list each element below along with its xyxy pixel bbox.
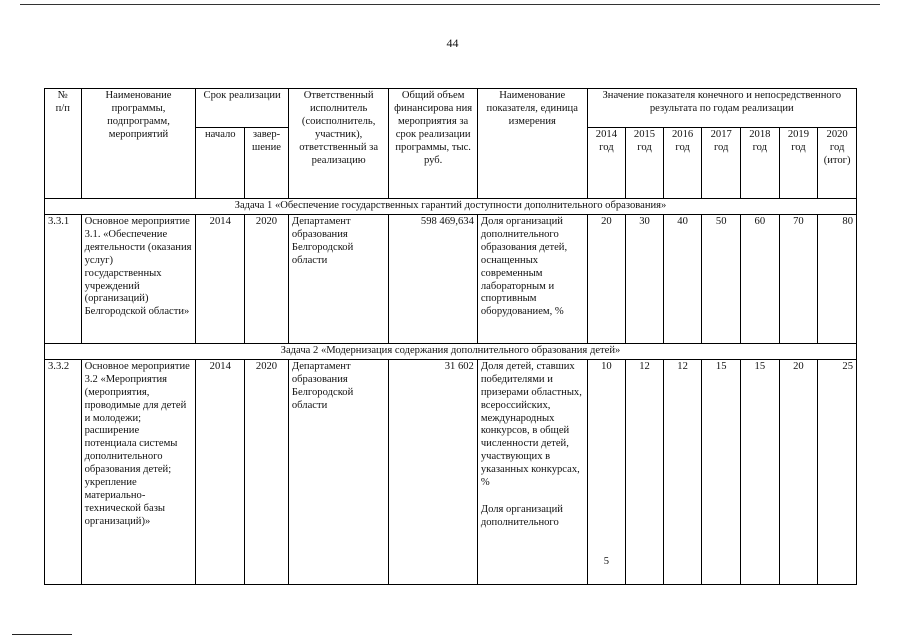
row-2-responsible: Департамент образования Белгородской области [288,359,389,584]
row-1-value-2015: 30 [626,214,664,343]
header-year-2020: 2020 год (итог) [818,128,857,199]
header-name: Наименование программы, подпрограмм, мероприятий [81,89,196,199]
row-1-financing: 598 469,634 [389,214,477,343]
row-2-value-2016: 12 [663,359,702,584]
task-1-title: Задача 1 «Обеспечение государственных гарантий доступности дополнительного образования» [45,199,857,215]
row-2-value-2014: 10 [601,360,612,372]
header-num: № п/п [45,89,82,199]
row-2-value-2019: 20 [779,359,818,584]
row-1-indicator: Доля организаций дополнительного образования детей, оснащенных современным лабораторным и спортивным оборудованием, % [477,214,587,343]
header-year-2018: 2018 год [741,128,780,199]
row-2-start: 2014 [196,359,245,584]
row-1-start: 2014 [196,214,245,343]
header-end: завер-шение [245,128,289,199]
row-2-end: 2020 [245,359,289,584]
row-1-value-2017: 50 [702,214,741,343]
header-responsible: Ответственный исполнитель (соисполнитель, участник), ответственный за реализацию [288,89,389,199]
row-1-end: 2020 [245,214,289,343]
task-2-title: Задача 2 «Модернизация содержания дополнительного образования детей» [45,343,857,359]
header-start: начало [196,128,245,199]
program-table [44,88,857,585]
row-1-value-2016: 40 [663,214,702,343]
scan-artifact-top [20,4,880,6]
row-2-value-2014-cell [587,359,626,584]
header-financing: Общий объем финансирова ния мероприятия за срок реализации программы, тыс. руб. [389,89,477,199]
table-row [45,214,857,343]
row-2-name: Основное мероприятие 3.2 «Мероприятия (мероприятия, проводимые для детей и молодежи; расширение потенциала системы дополнительного образования детей; укрепление материально-технической базы организаций)» [81,359,196,584]
row-1-value-2020: 80 [818,214,857,343]
row-1-value-2018: 60 [741,214,780,343]
row-2-value-2018: 15 [741,359,780,584]
row-2-indicator: Доля детей, ставших победителями и призерами областных, всероссийских, международных конкурсов, в общей численности детей, участвующих в указанных конкурсах, % [480,360,582,489]
row-1-num: 3.3.1 [45,214,82,343]
row-1-value-2019: 70 [779,214,818,343]
header-year-2016: 2016 год [663,128,702,199]
row-1-value-2014: 20 [587,214,626,343]
header-values-title: Значение показателя конечного и непосредственного результата по годам реализации [587,89,856,128]
header-indicator: Наименование показателя, единица измерения [477,89,587,199]
row-2-value-2017: 15 [702,359,741,584]
header-year-2014: 2014 год [587,128,626,199]
row-2-indicator-2: Доля организаций дополнительного [480,504,563,528]
table-row [45,359,857,584]
scan-artifact-bottom [12,634,72,635]
task-row-2 [45,343,857,359]
row-2-num: 3.3.2 [45,359,82,584]
header-year-2019: 2019 год [779,128,818,199]
header-year-2015: 2015 год [626,128,664,199]
row-2-value-2015: 12 [626,359,664,584]
row-1-responsible: Департамент образования Белгородской области [288,214,389,343]
header-period: Срок реализации [196,89,288,128]
row-2-value-2020: 25 [818,359,857,584]
row-1-name: Основное мероприятие 3.1. «Обеспечение деятельности (оказания услуг) государственных учреждений (организаций) Белгородской области» [81,214,196,343]
row-2-indicator-cell [477,359,587,584]
row-2-financing: 31 602 [389,359,477,584]
page-number: 44 [446,36,459,50]
row-2-value2-2014: 5 [603,555,610,567]
header-year-2017: 2017 год [702,128,741,199]
header-row-1 [45,89,857,128]
task-row-1 [45,199,857,215]
